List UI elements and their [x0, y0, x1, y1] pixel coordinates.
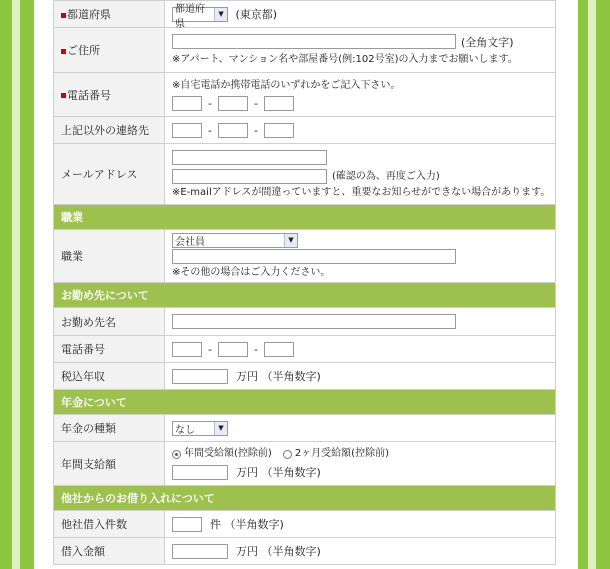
row-occupation [54, 230, 556, 283]
required-marker [61, 49, 66, 54]
section-loans-heading: 他社からのお借り入れについて [54, 486, 556, 511]
income-label-cell [54, 363, 165, 390]
row-phone [54, 73, 556, 117]
pension-amount-unit: 万円 （半角数字) [236, 466, 321, 479]
email-value-cell [165, 144, 556, 205]
loan-count-label: 他社借入件数 [61, 518, 127, 531]
employer-phone-label: 電話番号 [61, 343, 105, 356]
email-confirm-input[interactable] [172, 169, 327, 184]
occupation-note: ※その他の場合はご入力ください。 [172, 266, 331, 278]
radio-bimonthly-label: 2ヶ月受給額(控除前) [294, 448, 389, 459]
prefecture-label-cell [54, 1, 165, 28]
prefecture-hint: (東京都) [235, 7, 278, 21]
email-input[interactable] [172, 150, 327, 165]
occupation-label-cell [54, 230, 165, 283]
address-label: ご住所 [67, 44, 100, 57]
phone-note: ※自宅電話か携帯電話のいずれかをご記入下さい。 [172, 79, 401, 91]
row-income [54, 363, 556, 390]
income-value-cell [165, 363, 556, 390]
other-contact-label-cell [54, 117, 165, 144]
loan-count-label-cell [54, 511, 165, 538]
form-panel [34, 0, 578, 569]
employer-phone-label-cell [54, 336, 165, 363]
other-contact-input-1[interactable] [172, 123, 202, 138]
loan-amount-label-cell [54, 538, 165, 565]
income-unit: 万円 （半角数字) [236, 370, 321, 383]
section-occupation-heading: 職業 [54, 205, 556, 230]
chevron-down-icon: ▼ [214, 422, 227, 435]
row-other-contact [54, 117, 556, 144]
row-employer-phone [54, 336, 556, 363]
occupation-other-input[interactable] [172, 249, 456, 264]
employer-name-label-cell [54, 308, 165, 336]
loan-count-value-cell [165, 511, 556, 538]
radio-bimonthly[interactable] [283, 450, 292, 459]
row-address [54, 28, 556, 73]
chevron-down-icon: ▼ [284, 234, 297, 247]
section-pension [54, 390, 556, 415]
employer-phone-separator: - [208, 342, 212, 356]
address-label-cell [54, 28, 165, 73]
occupation-label: 職業 [61, 250, 83, 263]
address-unit: (全角文字) [461, 35, 514, 49]
occupation-select[interactable] [172, 233, 298, 248]
employer-name-input[interactable] [172, 314, 456, 329]
email-warning: ※E-mailアドレスが間違っていますと、重要なお知らせができない場合があります。 [172, 187, 551, 198]
application-form [53, 0, 556, 565]
income-input[interactable] [172, 369, 228, 384]
prefecture-select-value: 都道府県 [175, 3, 205, 30]
employer-phone-input-1[interactable] [172, 342, 202, 357]
pension-type-label-cell [54, 415, 165, 442]
address-value-cell [165, 28, 556, 73]
phone-separator: - [253, 96, 258, 110]
pension-amount-value-cell [165, 442, 556, 486]
email-label: メールアドレス [61, 168, 138, 181]
loan-count-input[interactable] [172, 517, 202, 532]
radio-annual[interactable] [172, 450, 181, 459]
right-stripe [588, 0, 596, 569]
employer-phone-separator: - [253, 342, 258, 356]
pension-amount-label-cell [54, 442, 165, 486]
row-employer-name [54, 308, 556, 336]
pension-type-select[interactable] [172, 421, 228, 436]
phone-input-1[interactable] [172, 96, 202, 111]
required-marker [61, 13, 66, 18]
email-confirm-note: (確認の為、再度ご入力) [332, 170, 440, 182]
row-prefecture [54, 1, 556, 28]
row-pension-type [54, 415, 556, 442]
prefecture-label: 都道府県 [67, 8, 111, 21]
address-note: ※アパート、マンション名や部屋番号(例:102号室)の入力までお願いします。 [172, 53, 518, 65]
row-email [54, 144, 556, 205]
loan-amount-unit: 万円 （半角数字) [236, 545, 321, 558]
email-label-cell [54, 144, 165, 205]
address-input[interactable] [172, 34, 456, 49]
other-contact-label: 上記以外の連絡先 [61, 124, 149, 137]
employer-name-label: お勤め先名 [61, 315, 116, 329]
income-label: 税込年収 [61, 370, 105, 383]
phone-label: 電話番号 [67, 88, 111, 102]
loan-count-unit: 件 （半角数字) [210, 518, 284, 531]
phone-input-2[interactable] [218, 96, 248, 111]
prefecture-select[interactable] [172, 3, 228, 30]
required-marker [61, 93, 66, 98]
prefecture-value-cell [165, 1, 556, 28]
row-pension-amount [54, 442, 556, 486]
left-stripe [12, 0, 20, 569]
other-contact-input-3[interactable] [264, 123, 294, 138]
phone-input-3[interactable] [264, 96, 294, 111]
radio-annual-label: 年間受給額(控除前) [184, 448, 272, 459]
section-loans [54, 486, 556, 511]
occupation-value-cell [165, 230, 556, 283]
employer-phone-input-2[interactable] [218, 342, 248, 357]
employer-name-value-cell [165, 308, 556, 336]
row-loan-amount [54, 538, 556, 565]
chevron-down-icon: ▼ [214, 8, 227, 21]
pension-amount-label: 年間支給額 [61, 457, 116, 471]
row-loan-count [54, 511, 556, 538]
pension-type-select-value: なし [175, 424, 195, 436]
loan-amount-value-cell [165, 538, 556, 565]
pension-amount-input[interactable] [172, 465, 228, 480]
section-employer-heading: お勤め先について [54, 283, 556, 308]
phone-label-cell [54, 73, 165, 117]
pension-type-label: 年金の種類 [61, 422, 116, 435]
loan-amount-input[interactable] [172, 544, 228, 559]
section-occupation [54, 205, 556, 230]
section-pension-heading: 年金について [54, 390, 556, 415]
employer-phone-input-3[interactable] [264, 342, 294, 357]
other-contact-input-2[interactable] [218, 123, 248, 138]
other-contact-value-cell [165, 117, 556, 144]
other-contact-separator: - [253, 123, 258, 137]
employer-phone-value-cell [165, 336, 556, 363]
other-contact-separator: - [208, 123, 212, 137]
phone-separator: - [208, 96, 212, 110]
pension-type-value-cell [165, 415, 556, 442]
section-employer [54, 283, 556, 308]
loan-amount-label: 借入金額 [61, 545, 105, 558]
occupation-select-value: 会社員 [175, 236, 205, 248]
phone-value-cell [165, 73, 556, 117]
